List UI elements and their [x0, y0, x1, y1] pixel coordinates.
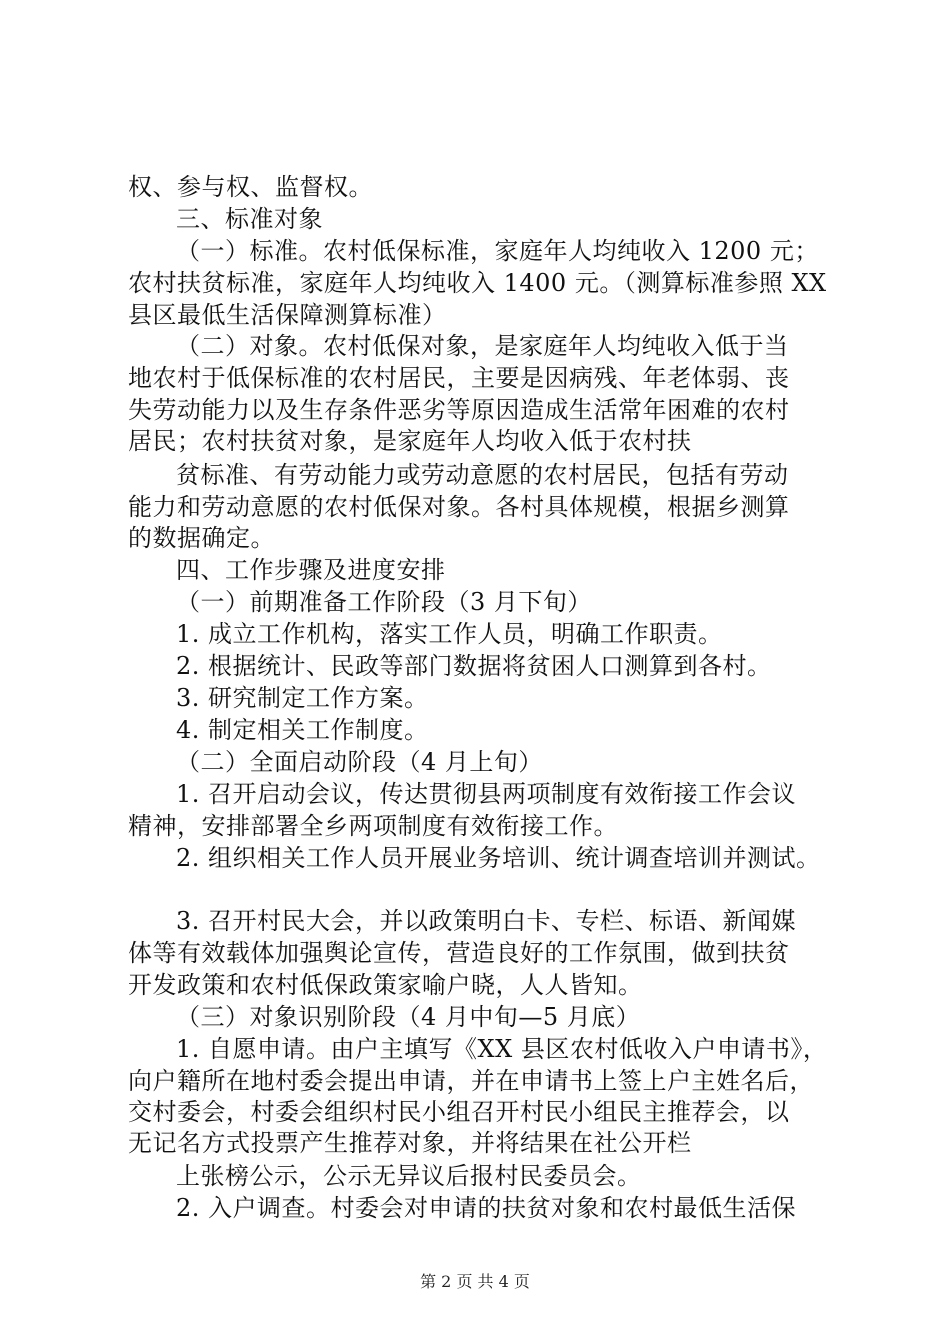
- text-line: 权、参与权、监督权。: [128, 173, 373, 201]
- subsection-heading: （二）全面启动阶段（4 月上旬）: [176, 748, 543, 776]
- list-item: 3. 研究制定工作方案。: [176, 684, 429, 712]
- text-line: 能力和劳动意愿的农村低保对象。各村具体规模，根据乡测算: [128, 493, 790, 521]
- text-line: 向户籍所在地村委会提出申请，并在申请书上签上户主姓名后，: [128, 1067, 814, 1095]
- text-line: 上张榜公示，公示无异议后报村民委员会。: [176, 1162, 642, 1190]
- list-item: 1. 自愿申请。由户主填写《XX 县区农村低收入户申请书》，: [176, 1035, 828, 1063]
- text-line: 县区最低生活保障测算标准）: [128, 301, 447, 329]
- page-number-footer: 第 2 页 共 4 页: [420, 1272, 530, 1291]
- text-line: 体等有效载体加强舆论宣传，营造良好的工作氛围，做到扶贫: [128, 939, 790, 967]
- list-item: 1. 成立工作机构，落实工作人员，明确工作职责。: [176, 620, 723, 648]
- section-heading: 三、标准对象: [176, 205, 323, 233]
- text-line: 交村委会，村委会组织村民小组召开村民小组民主推荐会，以: [128, 1098, 790, 1126]
- text-line: 地农村于低保标准的农村居民，主要是因病残、年老体弱、丧: [128, 364, 790, 392]
- list-item: 2. 根据统计、民政等部门数据将贫困人口测算到各村。: [176, 652, 772, 680]
- list-item: 1. 召开启动会议，传达贯彻县两项制度有效衔接工作会议: [176, 780, 797, 808]
- text-line: 开发政策和农村低保政策家喻户晓，人人皆知。: [128, 971, 643, 999]
- subsection-heading: （一）前期准备工作阶段（3 月下旬）: [176, 588, 592, 616]
- text-line: 无记名方式投票产生推荐对象，并将结果在社公开栏: [128, 1129, 692, 1157]
- text-line: 失劳动能力以及生存条件恶劣等原因造成生活常年困难的农村: [128, 396, 790, 424]
- subsection-heading: （三）对象识别阶段（4 月中旬—5 月底）: [176, 1003, 641, 1031]
- text-line: （一）标准。农村低保标准，家庭年人均纯收入 1200 元；: [176, 237, 819, 265]
- text-line: 精神，安排部署全乡两项制度有效衔接工作。: [128, 812, 618, 840]
- text-line: （二）对象。农村低保对象，是家庭年人均纯收入低于当: [176, 332, 789, 360]
- text-line: 贫标准、有劳动能力或劳动意愿的农村居民，包括有劳动: [176, 461, 789, 489]
- text-line: 农村扶贫标准，家庭年人均纯收入 1400 元。（测算标准参照 XX: [128, 269, 827, 297]
- text-line: 的数据确定。: [128, 524, 275, 552]
- list-item: 2. 组织相关工作人员开展业务培训、统计调查培训并测试。: [176, 844, 821, 872]
- text-line: 居民；农村扶贫对象，是家庭年人均收入低于农村扶: [128, 427, 692, 455]
- section-heading: 四、工作步骤及进度安排: [176, 556, 446, 584]
- list-item: 3. 召开村民大会，并以政策明白卡、专栏、标语、新闻媒: [176, 907, 797, 935]
- list-item: 2. 入户调查。村委会对申请的扶贫对象和农村最低生活保: [176, 1194, 797, 1222]
- list-item: 4. 制定相关工作制度。: [176, 716, 429, 744]
